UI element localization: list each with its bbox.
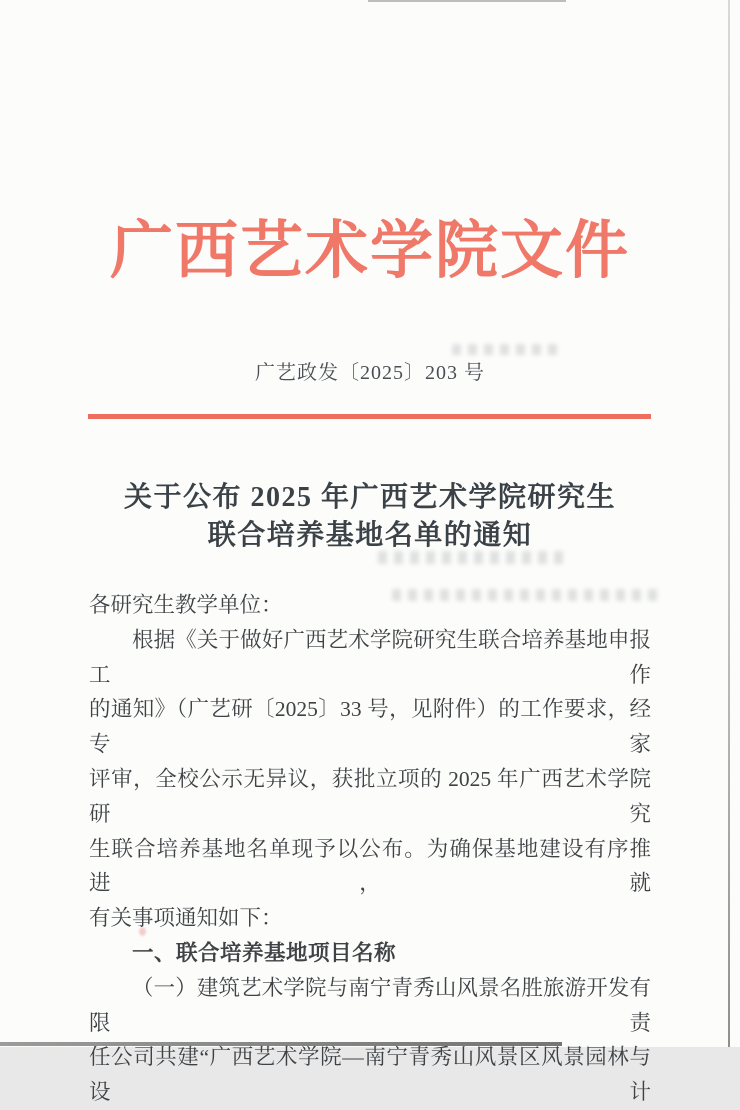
body-line: 任公司共建“广西艺术学院—南宁青秀山风景区风景园林与设计 xyxy=(89,1045,651,1105)
notice-title-line1: 关于公布 2025 年广西艺术学院研究生 xyxy=(123,482,616,513)
body-line: 的通知》（广艺研〔2025〕33 号，见附件）的工作要求，经专家 xyxy=(89,697,651,757)
notice-title-line2: 联合培养基地名单的通知 xyxy=(207,520,533,551)
body-line: 生联合培养基地名单现予以公布。为确保基地建设有序推进，就 xyxy=(89,836,651,896)
body-line: （一）建筑艺术学院与南宁青秀山风景名胜旅游开发有限责 xyxy=(89,975,651,1035)
document-number: 广艺政发〔2025〕203 号 xyxy=(255,362,485,384)
scan-edge-top-line xyxy=(368,0,566,2)
letterhead-title: 广西艺术学院文件 xyxy=(110,216,630,286)
section-heading: 一、联合培养基地项目名称 xyxy=(132,940,397,965)
body-line: 评审，全校公示无异议，获批立项的 2025 年广西艺术学院研究 xyxy=(89,766,651,826)
body-line: 各研究生教学单位： xyxy=(89,593,283,617)
notice-title xyxy=(0,479,740,555)
notice-body xyxy=(89,588,651,1110)
body-line: 根据《关于做好广西艺术学院研究生联合培养基地申报工作 xyxy=(89,627,651,687)
red-divider-line xyxy=(88,414,651,419)
bleedthrough-smudge xyxy=(452,344,564,355)
body-line: 有关事项通知如下： xyxy=(89,906,283,931)
